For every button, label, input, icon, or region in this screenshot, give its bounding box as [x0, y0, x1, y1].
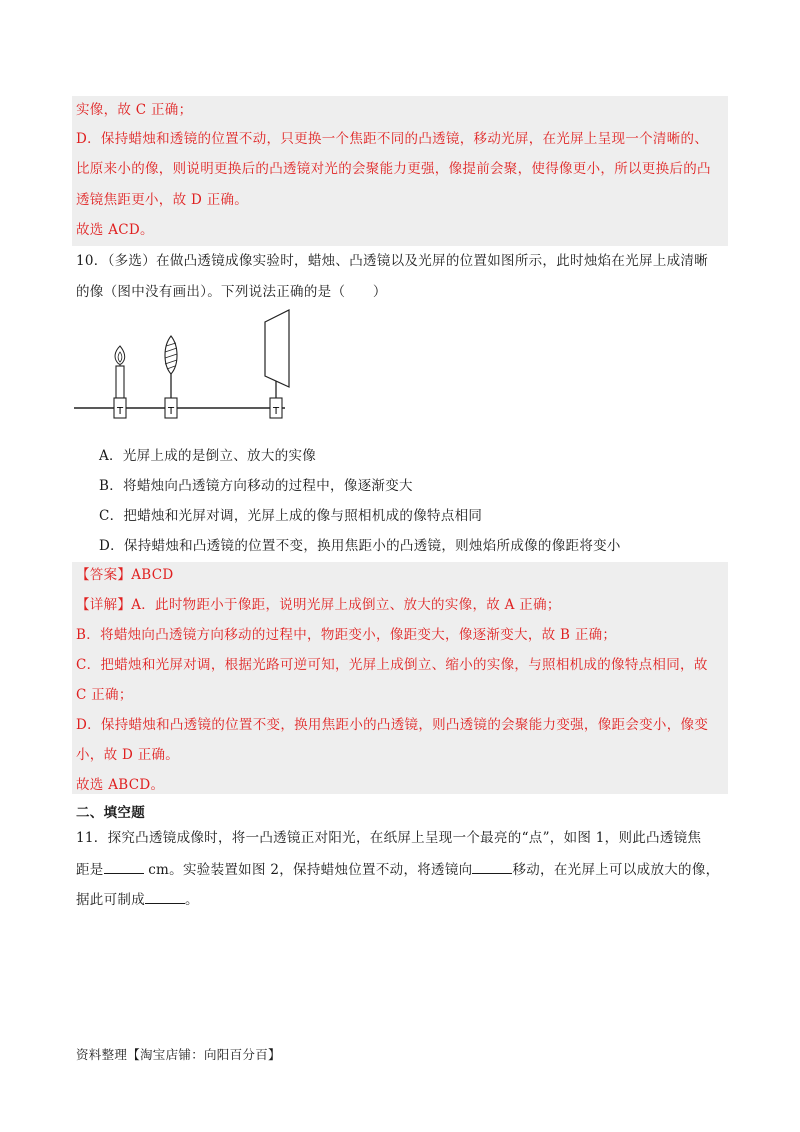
detail-line: D．保持蜡烛和凸透镜的位置不变，换用焦距小的凸透镜，则凸透镜的会聚能力变强，像距会变小，像变: [76, 717, 709, 733]
q11-text: 据此可制成: [76, 892, 145, 908]
svg-text:T: T: [272, 406, 280, 417]
svg-text:T: T: [167, 406, 175, 417]
question-10-stem: 10．（多选）在做凸透镜成像实验时，蜡烛、凸透镜以及光屏的位置如图所示，此时烛焰在光屏上成清晰: [76, 253, 709, 269]
fill-blank-3[interactable]: [145, 889, 185, 904]
candle: [114, 346, 126, 418]
question-10-stem: 的像（图中没有画出）。下列说法正确的是（ ）: [76, 284, 387, 300]
question-11-line: 11．探究凸透镜成像时，将一凸透镜正对阳光，在纸屏上呈现一个最亮的“点”，如图 1，则此凸透镜焦: [76, 830, 702, 846]
analysis-line: 故选 ACD。: [76, 222, 154, 238]
svg-text:T: T: [116, 406, 124, 417]
detail-tag: 【详解】: [76, 597, 132, 613]
analysis-line: 比原来小的像，则说明更换后的凸透镜对光的会聚能力更强，像提前会聚，使得像更小，所以更换后的凸: [76, 161, 711, 177]
fill-blank-1[interactable]: [104, 859, 144, 874]
option-b: B．将蜡烛向凸透镜方向移动的过程中，像逐渐变大: [99, 478, 413, 494]
detail-line: 故选 ABCD。: [76, 777, 165, 793]
detail-line: [76, 596, 561, 614]
detail-text: A．此时物距小于像距，说明光屏上成倒立、放大的实像，故 A 正确；: [131, 597, 561, 613]
detail-line: C．把蜡烛和光屏对调，根据光路可逆可知，光屏上成倒立、缩小的实像，与照相机成的像特点相同，故: [76, 657, 708, 673]
question-11-line: [76, 859, 719, 879]
light-screen: [265, 310, 289, 418]
analysis-line: 实像，故 C 正确；: [76, 102, 193, 118]
option-c: C．把蜡烛和光屏对调，光屏上成的像与照相机成的像特点相同: [99, 508, 483, 524]
question-11-line: [76, 889, 199, 909]
option-a: A．光屏上成的是倒立、放大的实像: [99, 448, 317, 464]
detail-line: 小，故 D 正确。: [76, 747, 180, 763]
analysis-line: D．保持蜡烛和透镜的位置不动，只更换一个焦距不同的凸透镜，移动光屏，在光屏上呈现一个清晰的、: [76, 131, 709, 147]
q11-text: cm。实验装置如图 2，保持蜡烛位置不动，将透镜向: [143, 862, 473, 878]
answer-line: [76, 566, 173, 584]
fill-blank-2[interactable]: [472, 859, 512, 874]
q11-text: 距是: [76, 862, 104, 878]
detail-line: C 正确；: [76, 687, 133, 703]
footer-text: 资料整理【淘宝店铺：向阳百分百】: [76, 1047, 281, 1062]
answer-tag: 【答案】: [76, 567, 132, 583]
q11-text: 。: [185, 892, 199, 908]
q11-text: 移动，在光屏上可以成放大的像，: [512, 862, 720, 878]
answer-value: ABCD: [131, 567, 174, 583]
detail-line: B．将蜡烛向凸透镜方向移动的过程中，物距变小，像距变大，像逐渐变大，故 B 正确；: [76, 627, 617, 643]
option-d: D．保持蜡烛和凸透镜的位置不变，换用焦距小的凸透镜，则烛焰所成像的像距将变小: [99, 538, 621, 554]
convex-lens: [165, 336, 177, 418]
analysis-line: 透镜焦距更小，故 D 正确。: [76, 192, 249, 208]
section-title: 二、填空题: [76, 805, 145, 821]
